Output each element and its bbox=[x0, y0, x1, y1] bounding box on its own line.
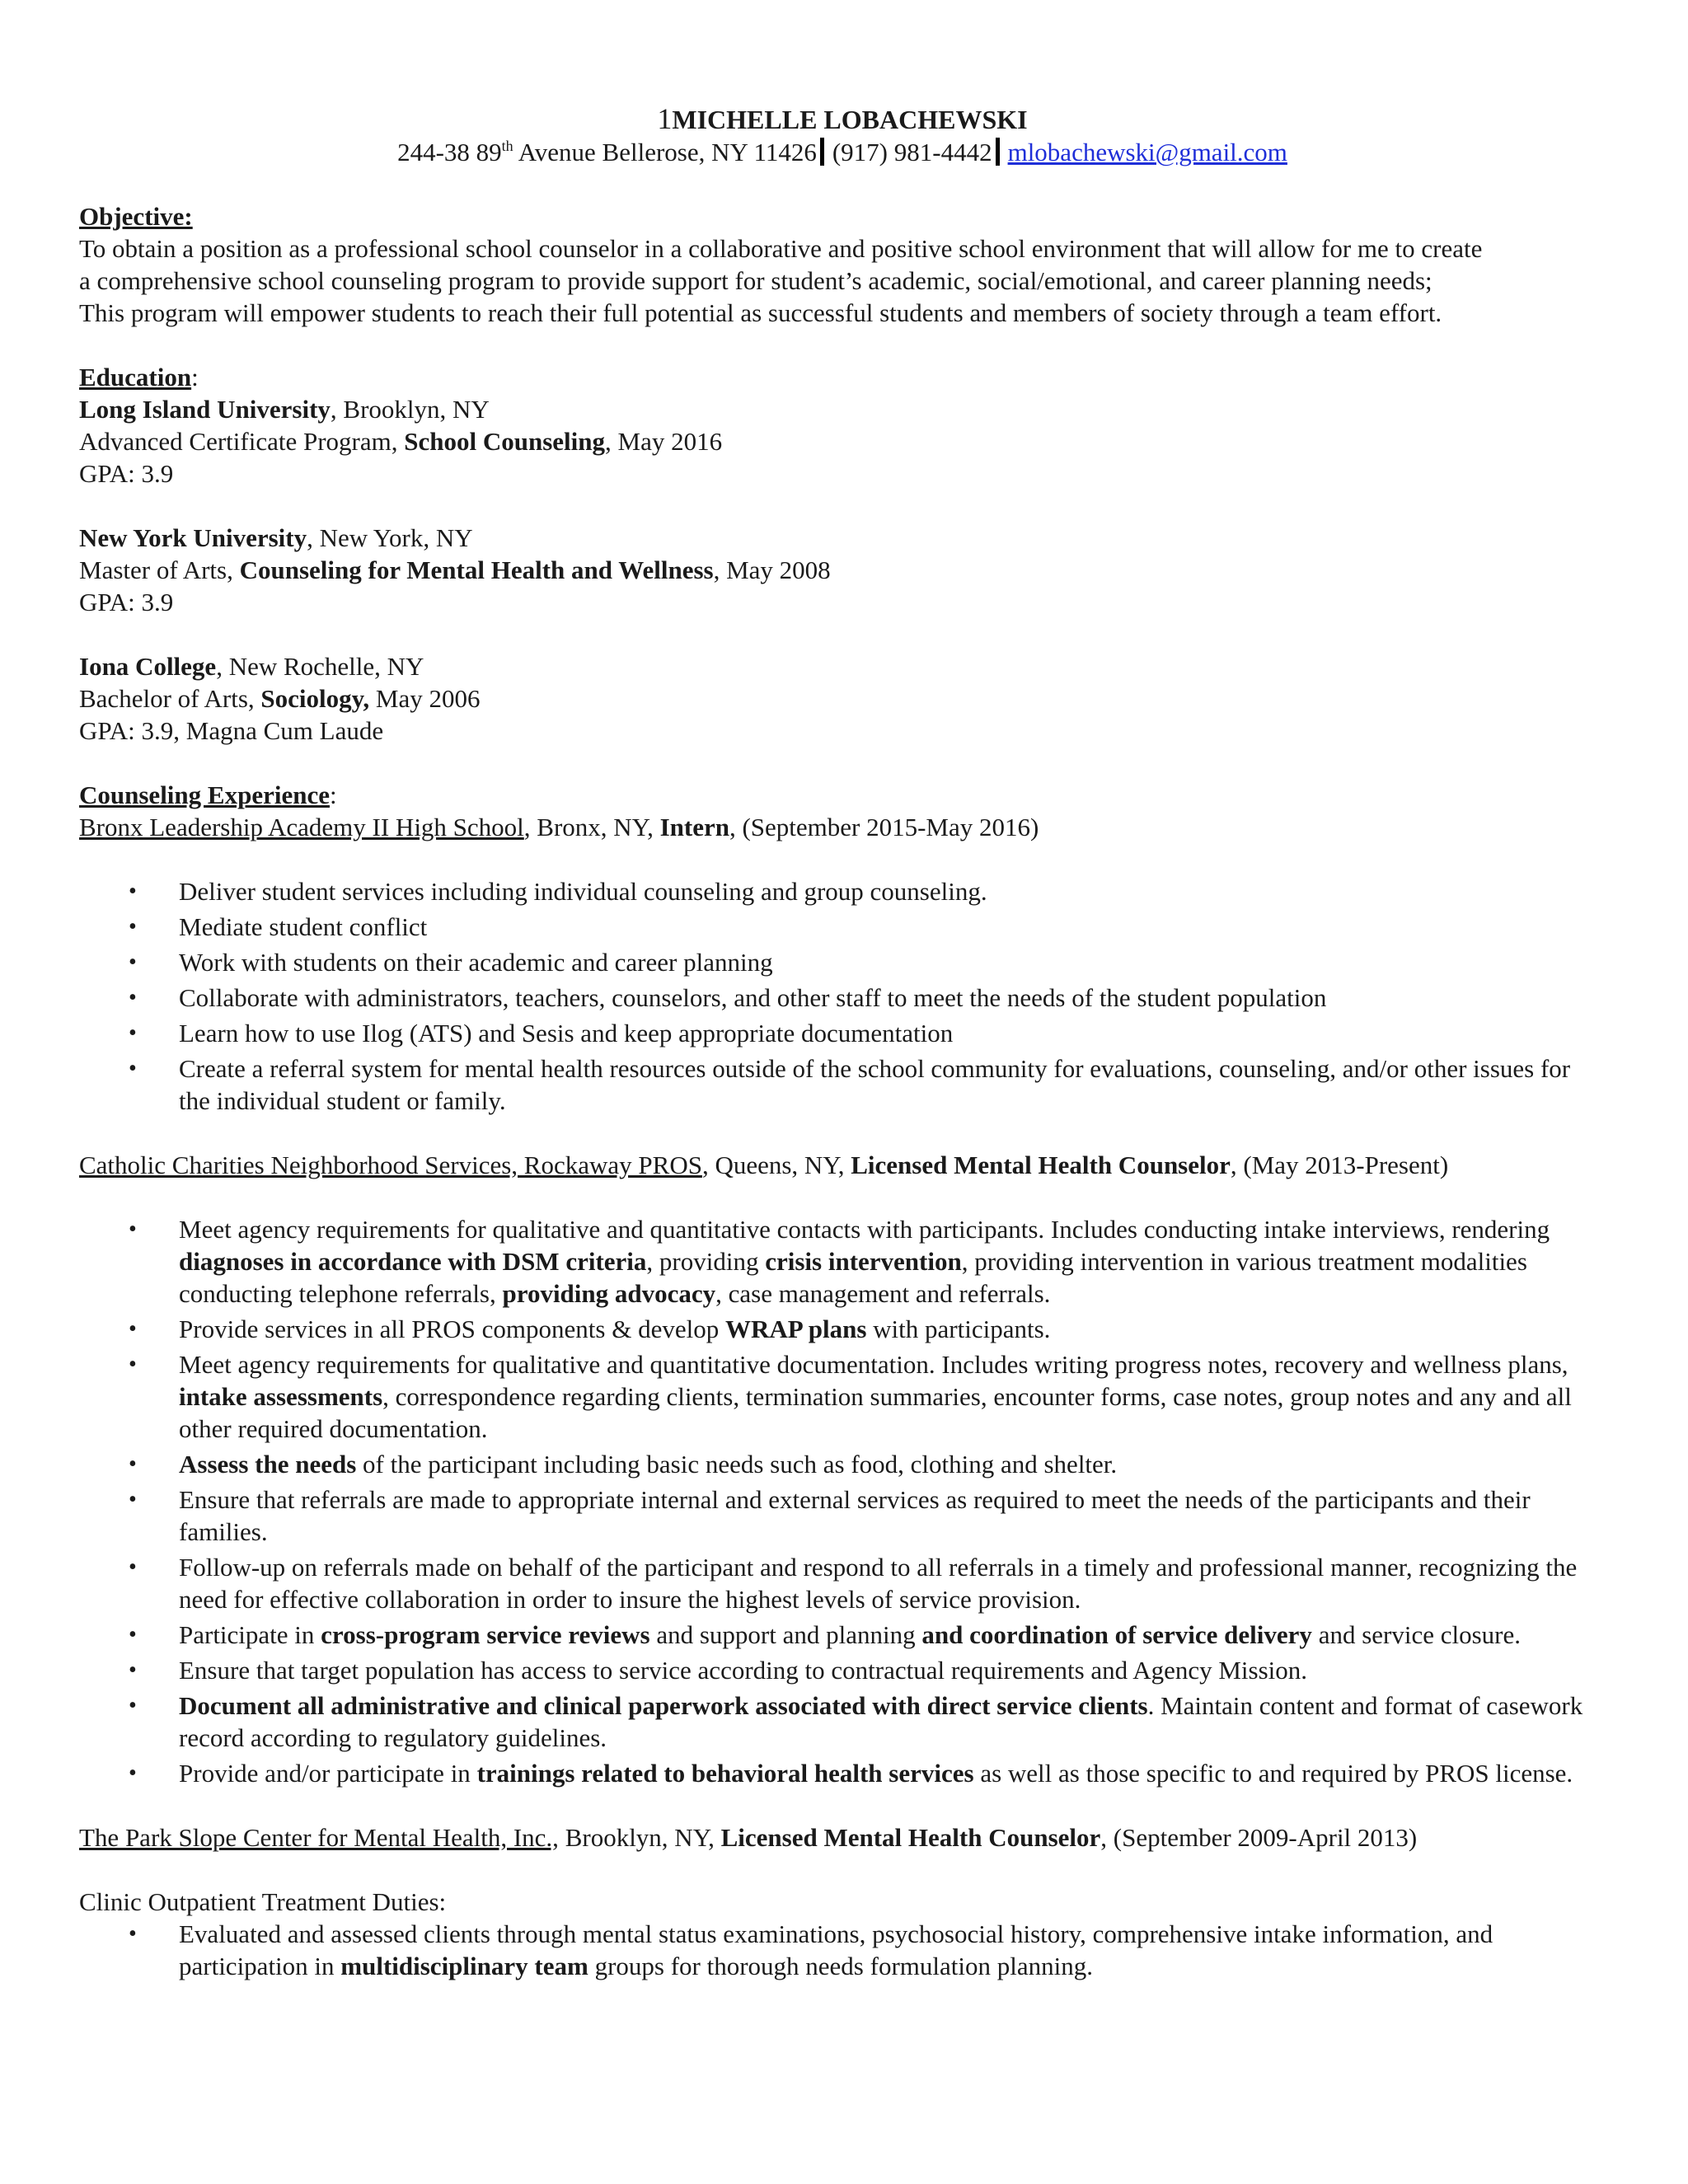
duty-item bbox=[79, 1348, 1606, 1445]
bullet-icon: • bbox=[129, 1657, 137, 1683]
objective-section bbox=[79, 200, 1606, 329]
job-title: Licensed Mental Health Counselor bbox=[720, 1823, 1101, 1852]
bullet-icon: • bbox=[129, 1352, 137, 1377]
bullet-icon: • bbox=[129, 879, 137, 904]
duty-item bbox=[79, 1483, 1606, 1548]
job-entry bbox=[79, 811, 1606, 1117]
duty-text: Deliver student services including individual counseling and group counseling. bbox=[179, 877, 987, 906]
duty-item bbox=[79, 1918, 1606, 1982]
duty-text: as well as those specific to and required by PROS license. bbox=[973, 1759, 1573, 1788]
employer-name: Catholic Charities Neighborhood Services, Rockaway PROS bbox=[79, 1151, 702, 1179]
duty-highlight: cross-program service reviews bbox=[321, 1620, 650, 1649]
separator-bar bbox=[820, 138, 824, 166]
duty-text: Meet agency requirements for qualitative and quantitative documentation. Includes writing progress notes, recovery and wellness plans, bbox=[179, 1350, 1568, 1379]
duty-item bbox=[79, 1654, 1606, 1686]
duty-text: Work with students on their academic and career planning bbox=[179, 948, 773, 977]
degree-field: Counseling for Mental Health and Wellness bbox=[239, 555, 714, 584]
bullet-icon: • bbox=[129, 1487, 137, 1512]
job-entry bbox=[79, 1821, 1606, 1982]
name-marker: 1 bbox=[657, 102, 673, 135]
degree-field: School Counseling bbox=[404, 427, 606, 456]
duty-highlight: and coordination of service delivery bbox=[921, 1620, 1312, 1649]
bullet-icon: • bbox=[129, 1554, 137, 1580]
school-location: , New Rochelle, NY bbox=[216, 652, 424, 681]
duty-text: Provide services in all PROS components & develop bbox=[179, 1315, 725, 1343]
duty-item bbox=[79, 1551, 1606, 1615]
duty-text: Provide and/or participate in bbox=[179, 1759, 477, 1788]
job-dates: , (September 2009-April 2013) bbox=[1100, 1823, 1418, 1852]
duty-item bbox=[79, 875, 1606, 907]
duty-item bbox=[79, 982, 1606, 1014]
duty-text: Evaluated and assessed clients through mental status examinations, psychosocial history, comprehensive intake information, and participation in bbox=[179, 1919, 1493, 1980]
objective-line: This program will empower students to reach their full potential as successful students and members of society through a team effort. bbox=[79, 298, 1442, 327]
duty-highlight: providing advocacy bbox=[502, 1279, 716, 1308]
duty-item bbox=[79, 1052, 1606, 1117]
duty-text: , providing bbox=[646, 1247, 766, 1276]
duty-text: Ensure that target population has access to service according to contractual requirements and Agency Mission. bbox=[179, 1656, 1308, 1685]
bullet-icon: • bbox=[129, 1216, 137, 1242]
education-section bbox=[79, 361, 1606, 747]
school-name: Long Island University bbox=[79, 395, 331, 424]
duty-item bbox=[79, 1313, 1606, 1345]
bullet-icon: • bbox=[129, 1622, 137, 1647]
school-name: New York University bbox=[79, 523, 307, 552]
duty-text: Mediate student conflict bbox=[179, 912, 428, 941]
school-name: Iona College bbox=[79, 652, 217, 681]
job-dates: , (September 2015-May 2016) bbox=[729, 813, 1039, 841]
degree-text: Advanced Certificate Program, bbox=[79, 427, 405, 456]
bullet-icon: • bbox=[129, 1020, 137, 1046]
school-entry bbox=[79, 650, 1606, 747]
degree-field: Sociology, bbox=[260, 684, 370, 713]
job-location: , Queens, NY, bbox=[701, 1151, 851, 1179]
employer-name: The Park Slope Center for Mental Health, Inc., bbox=[79, 1823, 559, 1852]
duty-highlight: Document all administrative and clinical paperwork associated with direct service clients bbox=[179, 1691, 1148, 1720]
duty-text: Learn how to use Ilog (ATS) and Sesis and keep appropriate documentation bbox=[179, 1019, 954, 1047]
bullet-icon: • bbox=[129, 1451, 137, 1477]
objective-heading: Objective: bbox=[79, 202, 193, 231]
duty-item bbox=[79, 911, 1606, 943]
phone-number: (917) 981-4442 bbox=[832, 138, 992, 166]
email-link[interactable]: mlobachewski@gmail.com bbox=[1007, 138, 1287, 166]
bullet-icon: • bbox=[129, 914, 137, 940]
objective-line: To obtain a position as a professional school counselor in a collaborative and positive school environment that will allow for me to create bbox=[79, 234, 1483, 263]
address-sup: th bbox=[501, 138, 513, 154]
objective-line: a comprehensive school counseling program to provide support for student’s academic, social/emotional, and career planning needs; bbox=[79, 266, 1432, 295]
duty-list bbox=[79, 1213, 1606, 1789]
duty-text: of the participant including basic needs such as food, clothing and shelter. bbox=[356, 1450, 1118, 1479]
duty-highlight: crisis intervention bbox=[765, 1247, 962, 1276]
duty-item bbox=[79, 1448, 1606, 1480]
duty-text: groups for thorough needs formulation planning. bbox=[588, 1952, 1093, 1980]
duty-text: Participate in bbox=[179, 1620, 321, 1649]
duty-text: Collaborate with administrators, teachers, counselors, and other staff to meet the needs of the student population bbox=[179, 983, 1327, 1012]
duty-item bbox=[79, 1619, 1606, 1651]
duty-text: Ensure that referrals are made to appropriate internal and external services as required to meet the needs of the participants and their families. bbox=[179, 1485, 1531, 1546]
bullet-icon: • bbox=[129, 1693, 137, 1718]
bullet-icon: • bbox=[129, 1056, 137, 1081]
duty-highlight: intake assessments bbox=[179, 1382, 383, 1411]
duty-highlight: multidisciplinary team bbox=[340, 1952, 588, 1980]
school-entry bbox=[79, 522, 1606, 618]
duty-text: and support and planning bbox=[649, 1620, 922, 1649]
gpa: GPA: 3.9 bbox=[79, 459, 174, 488]
duty-list bbox=[79, 1918, 1606, 1982]
heading-colon: : bbox=[191, 363, 199, 391]
address-pre: 244-38 89 bbox=[397, 138, 502, 166]
duties-subheading: Clinic Outpatient Treatment Duties: bbox=[79, 1887, 447, 1916]
education-heading: Education bbox=[79, 363, 192, 391]
job-dates: , (May 2013-Present) bbox=[1230, 1151, 1449, 1179]
job-location: Brooklyn, NY, bbox=[558, 1823, 721, 1852]
degree-date: , May 2016 bbox=[605, 427, 723, 456]
separator-bar bbox=[996, 138, 1000, 166]
bullet-icon: • bbox=[129, 985, 137, 1010]
degree-text: Master of Arts, bbox=[79, 555, 240, 584]
job-title: Licensed Mental Health Counselor bbox=[851, 1151, 1231, 1179]
duty-item bbox=[79, 1213, 1606, 1310]
degree-date: May 2006 bbox=[369, 684, 481, 713]
school-entry bbox=[79, 393, 1606, 490]
bullet-icon: • bbox=[129, 1760, 137, 1786]
address-post: Avenue Bellerose, NY 11426 bbox=[513, 138, 817, 166]
job-title: Intern bbox=[659, 813, 729, 841]
duty-item bbox=[79, 1757, 1606, 1789]
name-line bbox=[79, 102, 1606, 136]
degree-text: Bachelor of Arts, bbox=[79, 684, 261, 713]
employer-name: Bronx Leadership Academy II High School bbox=[79, 813, 524, 841]
job-location: , Bronx, NY, bbox=[523, 813, 660, 841]
bullet-icon: • bbox=[129, 949, 137, 975]
duty-text: Meet agency requirements for qualitative and quantitative contacts with participants. Includes conducting intake interviews, rendering bbox=[179, 1215, 1550, 1244]
duty-text: , case management and referrals. bbox=[715, 1279, 1051, 1308]
duty-text: , providing intervention in various treatment modalities conducting telephone referrals, bbox=[179, 1247, 1527, 1308]
duty-item bbox=[79, 1690, 1606, 1754]
duty-highlight: WRAP plans bbox=[724, 1315, 867, 1343]
job-entry bbox=[79, 1149, 1606, 1789]
duty-highlight: Assess the needs bbox=[179, 1450, 357, 1479]
duty-highlight: trainings related to behavioral health services bbox=[476, 1759, 974, 1788]
duty-item bbox=[79, 1017, 1606, 1049]
experience-section bbox=[79, 779, 1606, 1982]
school-location: , Brooklyn, NY bbox=[330, 395, 490, 424]
duty-text: . Maintain content and format of casework record according to regulatory guidelines. bbox=[179, 1691, 1583, 1752]
duty-highlight: diagnoses in accordance with DSM criteria bbox=[179, 1247, 647, 1276]
duty-list bbox=[79, 875, 1606, 1117]
duty-text: with participants. bbox=[866, 1315, 1051, 1343]
bullet-icon: • bbox=[129, 1921, 137, 1947]
heading-colon: : bbox=[329, 780, 337, 809]
degree-date: , May 2008 bbox=[713, 555, 831, 584]
duty-text: Follow-up on referrals made on behalf of the participant and respond to all referrals in a timely and professional manner, recognizing the need for effective collaboration in order to insure the highest levels of service provision. bbox=[179, 1553, 1578, 1614]
contact-line bbox=[79, 136, 1606, 168]
duty-text: , correspondence regarding clients, termination summaries, encounter forms, case notes, group notes and any and all other required documentation. bbox=[179, 1382, 1572, 1443]
resume-header bbox=[79, 102, 1606, 168]
gpa: GPA: 3.9 bbox=[79, 588, 174, 616]
duty-text: and service closure. bbox=[1311, 1620, 1521, 1649]
gpa: GPA: 3.9, Magna Cum Laude bbox=[79, 716, 384, 745]
bullet-icon: • bbox=[129, 1316, 137, 1342]
candidate-name: MICHELLE LOBACHEWSKI bbox=[672, 105, 1028, 134]
duty-text: Create a referral system for mental health resources outside of the school community for evaluations, counseling, and/or other issues for the individual student or family. bbox=[179, 1054, 1571, 1115]
experience-heading: Counseling Experience bbox=[79, 780, 330, 809]
school-location: , New York, NY bbox=[307, 523, 473, 552]
duty-item bbox=[79, 946, 1606, 978]
